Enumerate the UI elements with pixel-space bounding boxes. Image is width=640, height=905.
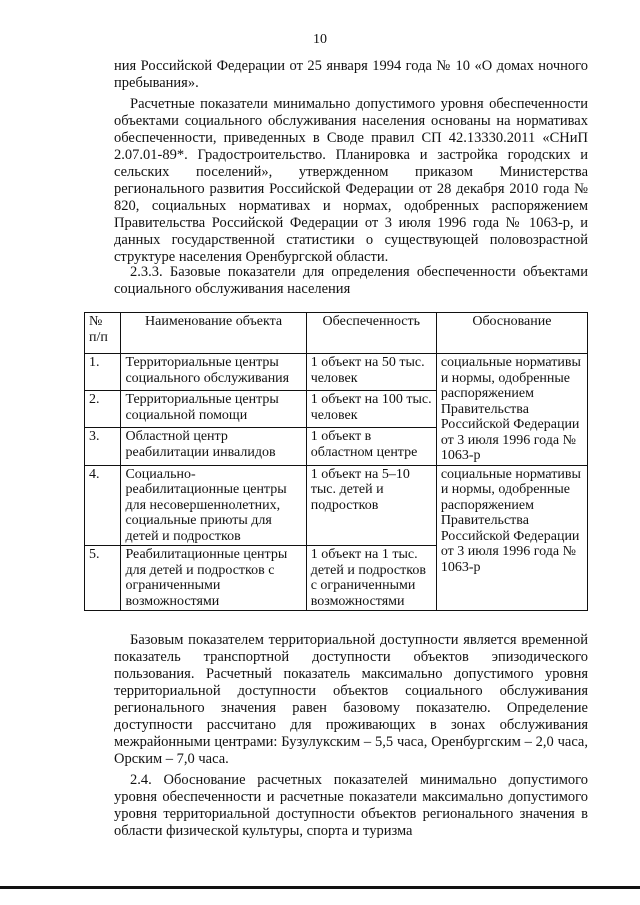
accessibility-paragraph: Базовым показателем территориальной доступности является временной показатель транспортной доступности объектов эпизодического пользования. Расчетный показатель максимально допустимого уровня территориальной доступности объектов социального обслуживания регионального значения равен базовому показателю. Определение доступности рассчитано для проживающих в зонах обслуживания межрайонными центрами: Бузулукским – 5,5 часа, Оренбургским – 2,0 часа, Орским – 7,0 часа. — [114, 632, 588, 767]
row-number: 5. — [85, 546, 121, 611]
bottom-rule — [0, 886, 640, 889]
row-number: 3. — [85, 428, 121, 465]
social-objects-table — [84, 312, 588, 611]
header-object-name: Наименование объекта — [121, 313, 306, 354]
row-number: 2. — [85, 391, 121, 428]
main-paragraph: Расчетные показатели минимально допустимого уровня обеспеченности объектами социального обслуживания населения основаны на нормативах обеспеченности, приведенных в Своде правил СП 42.13330.2011 «СНиП 2.07.01-89*. Градостроительство. Планировка и застройка городских и сельских поселений», утвержденном приказом Министерства регионального развития Российской Федерации от 28 декабря 2010 года № 820, социальных нормативах и нормах, одобренных распоряжением Правительства Российской Федерации от 3 июля 1996 года № 1063-р, и данных государственной статистики о существующей половозрастной структуре населения Оренбургской области. — [114, 96, 588, 265]
row-provision: 1 объект на 1 тыс. детей и подростков с ограниченными возможностями — [306, 546, 436, 611]
row-provision: 1 объект на 5–10 тыс. детей и подростков — [306, 465, 436, 546]
row-provision: 1 объект в областном центре — [306, 428, 436, 465]
row-number: 4. — [85, 465, 121, 546]
row-object-name: Областной центр реабилитации инвалидов — [121, 428, 306, 465]
intro-paragraph: ния Российской Федерации от 25 января 1994 года № 10 «О домах ночного пребывания». — [114, 58, 588, 91]
header-number: № п/п — [85, 313, 121, 354]
row-basis: социальные нормативы и нормы, одобренные распоряжением Правительства Российской Федерации от 3 июля 1996 года № 1063-р — [436, 465, 587, 611]
row-object-name: Социально-реабилитационные центры для несовершеннолетних, социальные приюты для детей и подростков — [121, 465, 306, 546]
row-object-name: Территориальные центры социальной помощи — [121, 391, 306, 428]
row-object-name: Территориальные центры социального обслуживания — [121, 354, 306, 391]
section-heading: 2.4. Обоснование расчетных показателей минимально допустимого уровня обеспеченности и расчетные показатели максимально допустимого уровня территориальной доступности объектов регионального значения в области физической культуры, спорта и туризма — [114, 772, 588, 839]
row-object-name: Реабилитационные центры для детей и подростков с ограниченными возможностями — [121, 546, 306, 611]
subsection-heading: 2.3.3. Базовые показатели для определения обеспеченности объектами социального обслуживания населения — [114, 264, 588, 297]
header-basis: Обоснование — [436, 313, 587, 354]
page-number: 10 — [313, 32, 327, 47]
row-number: 1. — [85, 354, 121, 391]
row-provision: 1 объект на 50 тыс. человек — [306, 354, 436, 391]
row-basis: социальные нормативы и нормы, одобренные распоряжением Правительства Российской Федерации от 3 июля 1996 года № 1063-р — [436, 354, 587, 466]
header-provision: Обеспеченность — [306, 313, 436, 354]
table-header-row — [85, 313, 588, 354]
table-row — [85, 354, 588, 391]
table-row — [85, 465, 588, 546]
row-provision: 1 объект на 100 тыс. человек — [306, 391, 436, 428]
